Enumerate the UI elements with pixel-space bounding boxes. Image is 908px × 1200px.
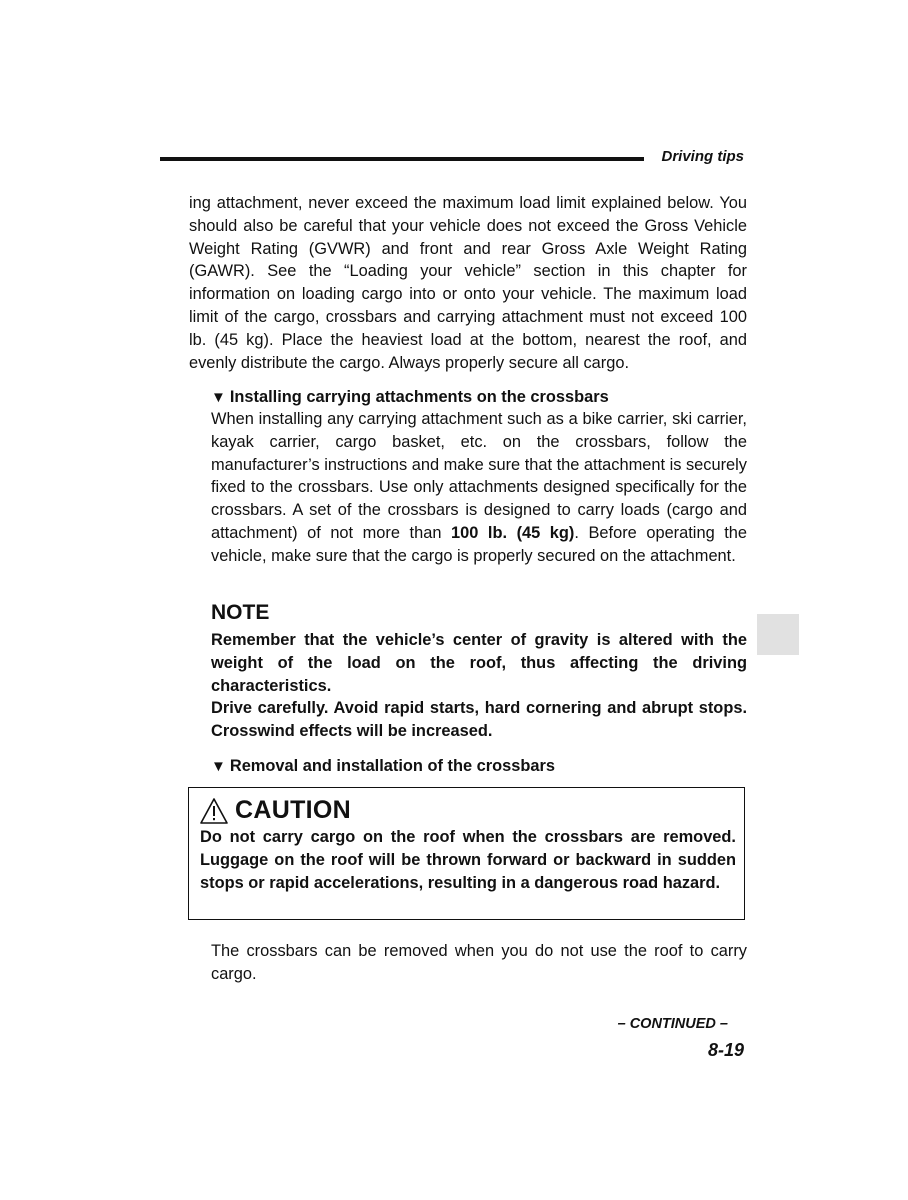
caution-body: Do not carry cargo on the roof when the crossbars are removed. Luggage on the roof will be thrown forward or backward in sudden stops or rapid accelerations, resulting in a dangerous road hazard.	[200, 828, 736, 892]
caution-header	[199, 796, 351, 825]
triangle-marker-icon: ▼	[211, 389, 226, 406]
removal-paragraph: The crossbars can be removed when you do not use the roof to carry cargo.	[211, 942, 747, 983]
section-title: Driving tips	[661, 148, 744, 165]
installing-text-part2: . Before operating the vehicle, make sure that the cargo is properly secured on the attachment.	[211, 523, 748, 565]
warning-triangle-icon	[199, 797, 229, 825]
installing-paragraph	[211, 408, 747, 568]
note-line-1: Remember that the vehicle’s center of gravity is altered with the weight of the load on the roof, thus affecting the driving characteristics.	[211, 631, 747, 695]
installing-text-part1: When installing any carrying attachment such as a bike carrier, ski carrier, kayak carrier, cargo basket, etc. on the crossbars, follow the manufacturer’s instructions and make sure that the attachment is securely fixed to the crossbars. Use only attachments designed specifically for the crossbars. A set of the crossbars is designed to carry loads (cargo and attachment) of not more than	[211, 410, 747, 542]
continued-label: – CONTINUED –	[617, 1016, 728, 1032]
note-body	[211, 629, 747, 743]
installing-heading	[211, 386, 609, 410]
header-rule	[160, 157, 644, 161]
triangle-marker-icon: ▼	[211, 758, 226, 775]
intro-paragraph: ing attachment, never exceed the maximum load limit explained below. You should also be careful that your vehicle does not exceed the Gross Vehicle Weight Rating (GVWR) and front and rear Gross Axle Weight Rating (GAWR). See the “Loading your vehicle” section in this chapter for information on loading cargo into or onto your vehicle. The maximum load limit of the cargo, crossbars and carrying attachment must not exceed 100 lb. (45 kg). Place the heaviest load at the bottom, nearest the roof, and evenly distribute the cargo. Always properly secure all cargo.	[189, 194, 747, 372]
caution-title: CAUTION	[235, 796, 351, 824]
note-line-2: Drive carefully. Avoid rapid starts, hard cornering and abrupt stops. Crosswind effects will be increased.	[211, 699, 747, 741]
chapter-thumb-tab	[757, 614, 799, 655]
load-limit-value: 100 lb. (45 kg)	[451, 523, 575, 542]
note-title: NOTE	[211, 601, 270, 624]
removal-heading-text: Removal and installation of the crossbars	[229, 757, 556, 775]
caution-box	[188, 787, 745, 920]
page-number: 8-19	[707, 1040, 744, 1060]
removal-heading	[211, 755, 555, 779]
installing-heading-text: Installing carrying attachments on the crossbars	[229, 388, 609, 406]
